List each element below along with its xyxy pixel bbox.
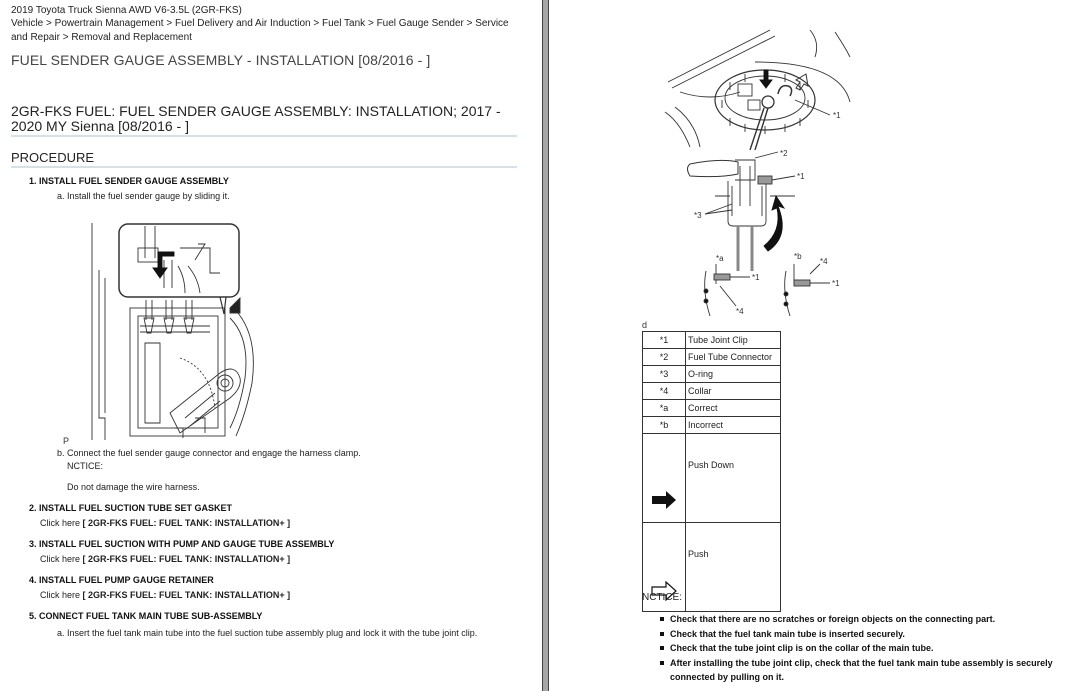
notice-text: Do not damage the wire harness. [67,482,200,492]
legend-value: Collar [686,383,781,400]
legend-value: Correct [686,400,781,417]
table-label: d [642,320,648,330]
page-divider [542,0,549,691]
breadcrumb[interactable]: Vehicle > Powertrain Management > Fuel Delivery and Air Induction > Fuel Tank > Fuel Gauge Sender > Service and Repair > Removal and Replacement [11,18,509,43]
installation-link[interactable]: [ 2GR-FKS FUEL: FUEL TANK: INSTALLATION+ ] [82,518,291,528]
table-row [643,434,781,523]
table-row [643,366,781,383]
click-here-text[interactable]: Click here [40,518,81,528]
callout-3: *3 [694,211,702,220]
legend-value: Fuel Tube Connector [686,349,781,366]
legend-value: Push [686,523,781,612]
legend-key: *2 [643,349,686,366]
installation-link[interactable]: [ 2GR-FKS FUEL: FUEL TANK: INSTALLATION+ ] [82,590,291,600]
callout-a: *a [716,254,724,263]
procedure-heading: PROCEDURE [11,150,517,168]
callout-1b: *1 [797,172,805,181]
legend-value: Tube Joint Clip [686,332,781,349]
installation-link[interactable]: [ 2GR-FKS FUEL: FUEL TANK: INSTALLATION+ ] [82,554,291,564]
callout-1c: *1 [752,273,760,282]
step-label: INSTALL FUEL PUMP GAUGE RETAINER [39,575,214,585]
step-number: 4. [29,575,37,585]
legend-table [642,331,781,612]
step-4-link[interactable] [40,590,290,600]
step-2-title [29,503,232,513]
click-here-text[interactable]: Click here [40,554,81,564]
step-label: INSTALL FUEL SENDER GAUGE ASSEMBLY [39,176,229,186]
callout-2: *2 [780,149,788,158]
legend-value: Push Down [686,434,781,523]
fuel-tube-connector-diagram [680,146,850,321]
section-title: 2GR-FKS FUEL: FUEL SENDER GAUGE ASSEMBLY: INSTALLATION; 2017 - 2020 MY Sienna [08/2016 - ] [11,104,517,137]
step-3-title [29,539,334,549]
legend-key: *4 [643,383,686,400]
notice-item: Check that the tube joint clip is on the collar of the main tube. [660,641,1080,656]
callout-4: *4 [736,307,744,316]
legend-key: *a [643,400,686,417]
step-label: CONNECT FUEL TANK MAIN TUBE SUB-ASSEMBLY [39,611,263,621]
click-here-text[interactable]: Click here [40,590,81,600]
step-label: INSTALL FUEL SUCTION TUBE SET GASKET [39,503,233,513]
legend-key: *3 [643,366,686,383]
left-page [0,0,542,691]
step-5-title [29,611,262,621]
table-row [643,383,781,400]
step-1a-text: a. Install the fuel sender gauge by sliding it. [57,191,230,201]
notice-heading: NCTICE: [642,592,682,603]
step-number: 5. [29,611,37,621]
step-number: 2. [29,503,37,513]
document-title: FUEL SENDER GAUGE ASSEMBLY - INSTALLATION [08/2016 - ] [11,52,431,68]
figure-label: P [63,436,70,446]
step-1-title [29,176,229,186]
notice-item: Check that there are no scratches or foreign objects on the connecting part. [660,612,1080,627]
notice-list [660,612,1080,685]
solid-arrow-icon [650,490,678,510]
callout-4b: *4 [820,257,828,266]
fuel-sender-installation-diagram [60,218,270,440]
legend-key: *1 [643,332,686,349]
step-1b-text: b. Connect the fuel sender gauge connector and engage the harness clamp. [57,448,361,458]
table-row [643,349,781,366]
notice-item: Check that the fuel tank main tube is inserted securely. [660,627,1080,642]
callout-1d: *1 [832,279,840,288]
step-number: 3. [29,539,37,549]
legend-key [643,434,686,523]
legend-value: Incorrect [686,417,781,434]
notice-label: NCTICE: [67,461,103,471]
table-row [643,417,781,434]
legend-value: O-ring [686,366,781,383]
notice-item: After installing the tube joint clip, check that the fuel tank main tube assembly is securely connected by pulling on it. [660,656,1080,685]
vehicle-title: 2019 Toyota Truck Sienna AWD V6-3.5L (2GR-FKS) [11,5,242,16]
callout-1: *1 [833,111,841,120]
table-row [643,400,781,417]
step-2-link[interactable] [40,518,290,528]
step-label: INSTALL FUEL SUCTION WITH PUMP AND GAUGE TUBE ASSEMBLY [39,539,335,549]
table-row [643,332,781,349]
legend-key: *b [643,417,686,434]
step-4-title [29,575,214,585]
step-number: 1. [29,176,37,186]
step-3-link[interactable] [40,554,290,564]
callout-b: *b [794,252,802,261]
tube-joint-clip-diagram [660,22,860,150]
step-5a-text: a. Insert the fuel tank main tube into the fuel suction tube assembly plug and lock it with the tube joint clip. [57,628,478,638]
